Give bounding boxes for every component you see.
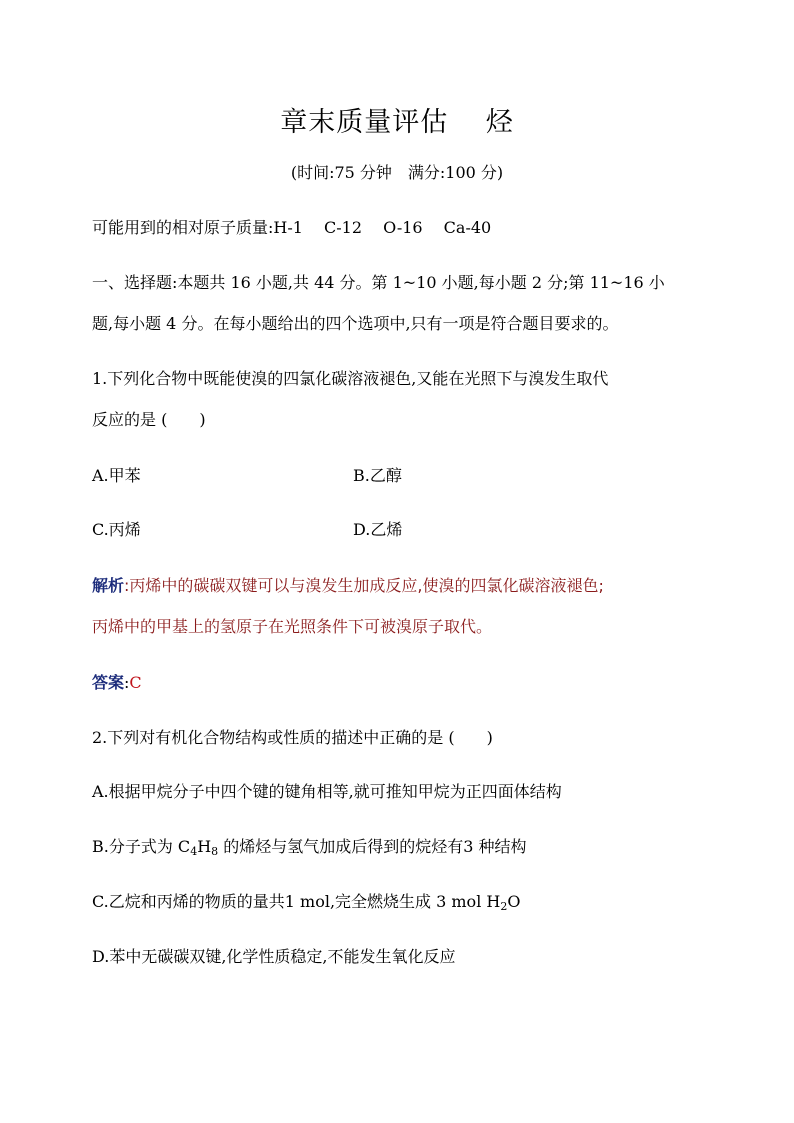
- q1-option-a: A.甲苯: [92, 466, 141, 485]
- q2-stem: 2.下列对有机化合物结构或性质的描述中正确的是 ( ): [92, 728, 493, 747]
- q2-option-c-text-1: C.乙烷和丙烯的物质的量共1 mol,完全燃烧生成 3 mol H: [92, 892, 501, 911]
- q1-analysis-line1: [92, 576, 704, 596]
- q1-option-c: C.丙烯: [92, 520, 141, 539]
- analysis-text-2: 丙烯中的甲基上的氢原子在光照条件下可被溴原子取代。: [92, 617, 493, 636]
- exam-meta: (时间:75 分钟 满分:100 分): [290, 163, 504, 182]
- q2-option-d: D.苯中无碳碳双键,化学性质稳定,不能发生氧化反应: [92, 947, 456, 966]
- atomic-masses: 可能用到的相对原子质量:H-1 C-12 O-16 Ca-40: [92, 218, 492, 237]
- q2-option-c: [92, 892, 704, 912]
- answer-label: 答案: [92, 673, 125, 692]
- page-title: 章末质量评估 烃: [280, 107, 514, 138]
- section-instructions-line2: 题,每小题 4 分。在每小题给出的四个选项中,只有一项是符合题目要求的。: [92, 314, 619, 333]
- q2-option-b-sub-2: 8: [211, 845, 219, 858]
- section-instructions-line1: 一、选择题:本题共 16 小题,共 44 分。第 1~10 小题,每小题 2 分;第 11~16 小: [92, 273, 665, 292]
- q2-option-b: [92, 837, 704, 857]
- q2-option-c-text-2: O: [507, 892, 521, 911]
- q2-option-b-sub-1: 4: [190, 845, 198, 858]
- q2-option-b-text-1: B.分子式为 C: [92, 837, 191, 856]
- q1-option-d: D.乙烯: [353, 520, 403, 539]
- q1-stem-line2: 反应的是 ( ): [92, 410, 206, 429]
- answer-value: C: [129, 673, 142, 692]
- analysis-label: 解析: [92, 576, 125, 595]
- q1-stem-line1: 1.下列化合物中既能使溴的四氯化碳溶液褪色,又能在光照下与溴发生取代: [92, 369, 609, 388]
- q2-option-b-text-2: H: [197, 837, 212, 856]
- answer-colon: :: [124, 673, 130, 692]
- q1-option-b: B.乙醇: [353, 466, 402, 485]
- q2-option-c-sub: 2: [500, 900, 508, 913]
- q1-answer: [92, 673, 704, 693]
- q2-option-b-text-3: 的烯烃与氢气加成后得到的烷烃有3 种结构: [218, 837, 527, 856]
- q2-option-a: A.根据甲烷分子中四个键的键角相等,就可推知甲烷为正四面体结构: [92, 782, 562, 801]
- analysis-text-1: :丙烯中的碳碳双键可以与溴发生加成反应,使溴的四氯化碳溶液褪色;: [124, 576, 604, 595]
- q1-analysis-line2: [92, 617, 704, 637]
